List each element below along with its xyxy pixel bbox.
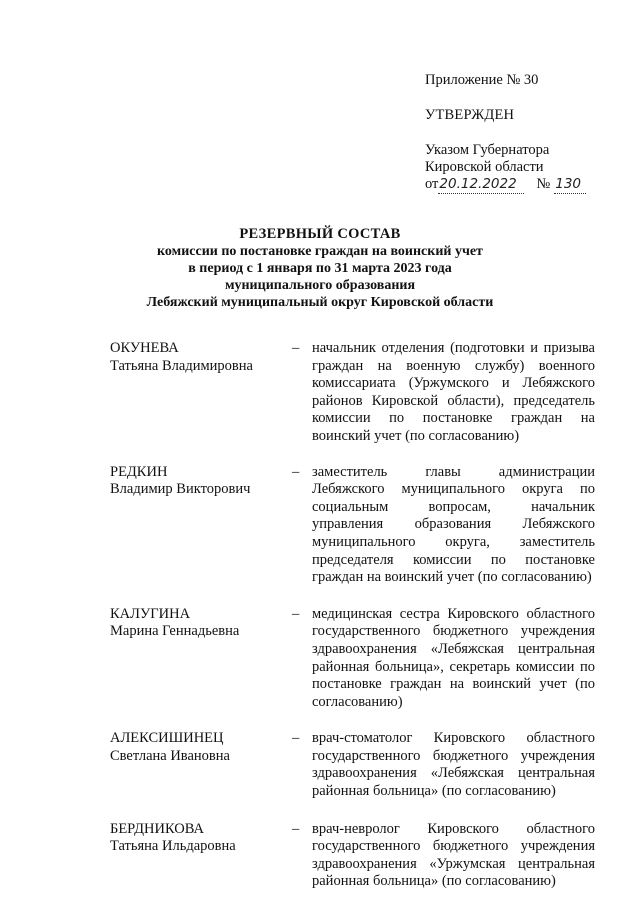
member-name xyxy=(110,821,292,891)
member-dash: – xyxy=(292,605,300,622)
member-given-name: Светлана Ивановна xyxy=(110,747,230,764)
document-title xyxy=(90,226,550,311)
date-prefix: от xyxy=(425,176,439,192)
member-given-name: Татьяна Ильдаровна xyxy=(110,838,236,855)
member-surname: РЕДКИН xyxy=(110,463,168,480)
member-name xyxy=(110,730,292,800)
member-entry xyxy=(110,730,595,800)
member-name xyxy=(110,340,292,446)
handwritten-date: 20.12.2022 xyxy=(438,176,524,194)
member-given-name: Татьяна Владимировна xyxy=(110,357,253,374)
member-role: заместитель главы администрации Лебяжского муниципального округа по социальным вопросам, начальник управления образования Лебяжского муниципального округа, заместитель председателя комиссии по постановке граждан на воинский учет (по согласованию) xyxy=(312,463,595,586)
member-dash: – xyxy=(292,340,300,356)
member-dash: – xyxy=(292,463,300,480)
title-line-5: Лебяжский муниципальный округ Кировской области xyxy=(146,295,494,310)
member-name xyxy=(110,464,292,587)
title-line-2: комиссии по постановке граждан на воинский учет xyxy=(157,244,483,259)
title-line-4: муниципального образования xyxy=(224,278,416,293)
member-role: врач-стоматолог Кировского областного государственного бюджетного учреждения здравоохранения «Лебяжская центральная районная больница» (по согласованию) xyxy=(312,730,595,800)
decree-line-1: Указом Губернатора xyxy=(425,142,550,158)
member-given-name: Владимир Викторович xyxy=(110,481,251,498)
member-name xyxy=(110,606,292,712)
handwritten-number: 130 xyxy=(554,176,586,194)
appendix-label: Приложение № 30 xyxy=(425,72,539,88)
member-role: медицинская сестра Кировского областного государственного бюджетного учреждения здравоохранения «Лебяжская центральная районная больница», секретарь комиссии по постановке граждан на воинский учет (по согласованию) xyxy=(312,605,595,710)
member-entry xyxy=(110,340,595,446)
title-main: РЕЗЕРВНЫЙ СОСТАВ xyxy=(239,226,401,242)
member-entry xyxy=(110,606,595,712)
decree-line-2: Кировской области xyxy=(425,159,544,175)
member-surname: АЛЕКСИШИНЕЦ xyxy=(110,730,224,747)
member-role: врач-невролог Кировского областного государственного бюджетного учреждения здравоохранения «Уржумская центральная районная больница» (по согласованию) xyxy=(312,820,595,890)
member-dash: – xyxy=(292,820,300,837)
member-surname: ОКУНЕВА xyxy=(110,340,179,356)
member-entry xyxy=(110,821,595,891)
member-entry xyxy=(110,464,595,587)
member-role: начальник отделения (подготовки и призыва граждан на военную службу) военного комиссариата (Уржумского и Лебяжского районов Кировской области), председатель комиссии по постановке граждан на воинский учет (по согласованию) xyxy=(312,340,595,444)
member-surname: БЕРДНИКОВА xyxy=(110,820,205,837)
member-surname: КАЛУГИНА xyxy=(110,605,191,622)
member-dash: – xyxy=(292,730,300,747)
approved-stamp-text: УТВЕРЖДЕН xyxy=(425,107,515,123)
number-prefix: № xyxy=(536,176,551,192)
title-line-3: в период с 1 января по 31 марта 2023 года xyxy=(188,261,452,276)
member-list xyxy=(110,340,595,891)
decree-date-line xyxy=(425,176,625,194)
approval-header xyxy=(425,72,625,194)
member-given-name: Марина Геннадьевна xyxy=(110,623,240,640)
